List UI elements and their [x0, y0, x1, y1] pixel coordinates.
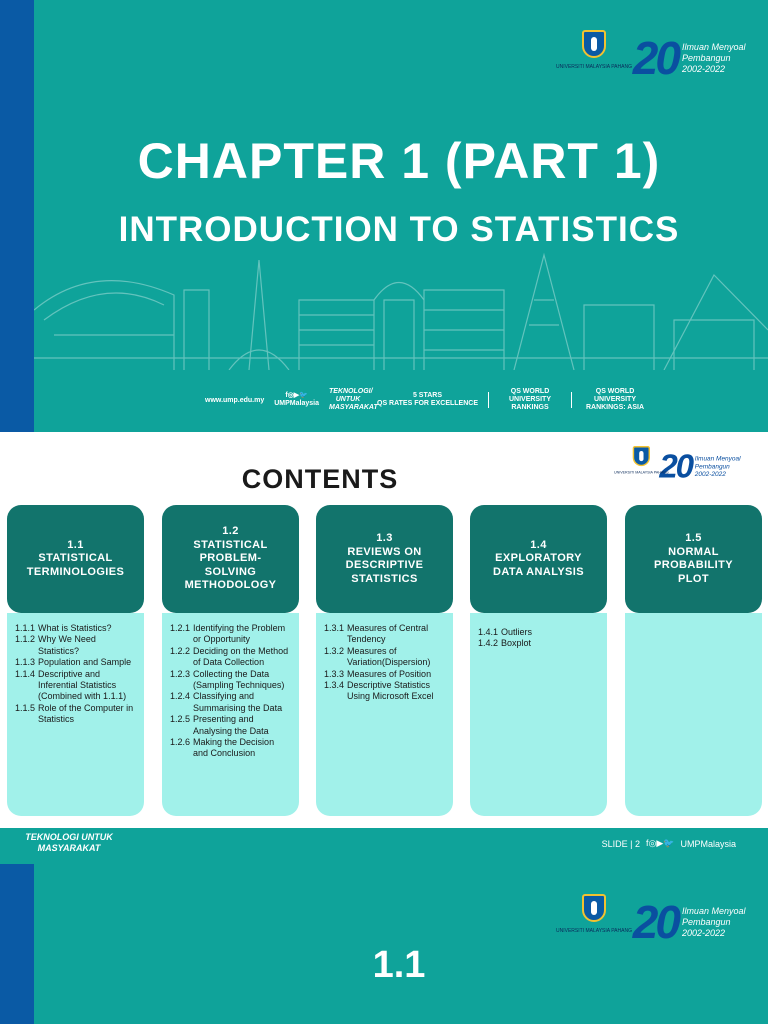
ump-shield-icon — [582, 894, 606, 922]
section-1-3-card[interactable] — [316, 505, 453, 702]
stars-title: 5 STARS — [412, 392, 443, 399]
footer-motto: TEKNOLOGI UNTUK MASYARAKAT — [25, 832, 113, 853]
topic-item: 1.2.1 Identifying the Problem or Opportunity — [170, 623, 286, 645]
anniversary-years: 2002-2022 — [681, 927, 725, 938]
topic-item: 1.1.4 Descriptive and Inferential Statistics (Combined with 1.1.1) — [15, 668, 127, 702]
section-title-slide — [0, 864, 768, 1024]
anniversary-years: 2002-2022 — [694, 470, 726, 478]
ump-logo — [556, 894, 632, 950]
topic-item: 1.2.2 Deciding on the Method of Data Collection — [170, 645, 289, 668]
title-slide — [0, 0, 768, 432]
topic-item: 1.1.1 What is Statistics? — [15, 623, 112, 633]
ump-shield-icon — [582, 30, 606, 58]
divider — [571, 392, 572, 408]
contents-title: CONTENTS — [241, 464, 399, 494]
motto: TEKNOLOGI/ UNTUK MASYARAKAT — [329, 388, 378, 411]
header-logos — [556, 894, 768, 950]
qs-asia-ranking: QS WORLD UNIVERSITY RANKINGS: ASIA — [585, 388, 645, 411]
website-link[interactable]: www.ump.edu.my — [205, 396, 265, 404]
anniversary-number: 20 — [659, 447, 692, 485]
anniversary-script: Ilmuan Menyoal Pembangun — [694, 454, 741, 470]
topic-item: 1.2.5 Presenting and Analysing the Data — [170, 714, 269, 736]
section-topics — [162, 613, 299, 816]
anniversary-20-logo — [633, 31, 768, 85]
topic-item: 1.2.3 Collecting the Data (Sampling Techniques) — [170, 668, 285, 691]
stars-subtitle: QS RATES FOR EXCELLENCE — [377, 400, 478, 407]
ump-logo-text: UNIVERSITI MALAYSIA PAHANG — [614, 470, 669, 475]
topic-item: 1.3.4 Descriptive Statistics Using Microsoft Excel — [324, 680, 434, 702]
anniversary-number: 20 — [632, 896, 678, 948]
topic-item: 1.1.2 Why We Need Statistics? — [15, 634, 96, 656]
section-heading: 1.2 STATISTICAL PROBLEM- SOLVING METHODOLOGY — [162, 505, 299, 613]
section-heading: 1.4 EXPLORATORY DATA ANALYSIS — [470, 505, 607, 613]
ump-shield-icon — [633, 446, 650, 466]
topic-item: 1.3.1 Measures of Central Tendency — [324, 623, 429, 645]
campus-skyline-illustration — [34, 240, 768, 370]
divider — [488, 392, 489, 408]
section-topics — [625, 613, 762, 816]
topic-item: 1.1.5 Role of the Computer in Statistics — [15, 702, 134, 725]
contents-footer-bar — [0, 828, 768, 864]
ump-logo — [614, 446, 669, 486]
topic-item: 1.2.4 Classifying and Summarising the Data — [170, 691, 283, 713]
section-heading: 1.1 STATISTICAL TERMINOLOGIES — [7, 505, 144, 613]
title-slide-footer — [205, 388, 648, 412]
section-1-2-card[interactable] — [162, 505, 299, 759]
ump-logo — [556, 30, 632, 86]
topic-item: 1.2.6 Making the Decision and Conclusion — [170, 737, 275, 759]
section-1-4-card[interactable] — [470, 505, 607, 649]
section-number-title: 1.1 — [372, 944, 426, 986]
header-logos — [556, 30, 768, 86]
anniversary-script: Ilmuan Menyoal Pembangun — [681, 905, 746, 927]
contents-logos — [614, 446, 745, 486]
social-handle: UMPMalaysia — [680, 838, 736, 849]
topic-item: 1.4.1 Outliers — [478, 627, 533, 637]
section-1-5-card[interactable] — [625, 505, 762, 613]
social-handle: UMPMalaysia — [274, 400, 319, 407]
topic-item: 1.3.2 Measures of Variation(Dispersion) — [324, 645, 431, 668]
section-topics — [316, 613, 453, 816]
ump-logo-text: UNIVERSITI MALAYSIA PAHANG — [556, 64, 632, 70]
topic-item: 1.1.3 Population and Sample — [15, 657, 132, 668]
topic-item: 1.4.2 Boxplot — [478, 638, 532, 649]
section-topics — [7, 613, 144, 816]
social-icons[interactable]: f◎▶🐦 — [646, 838, 675, 848]
anniversary-script: Ilmuan Menyoal Pembangun — [681, 41, 746, 63]
section-heading: 1.3 REVIEWS ON DESCRIPTIVE STATISTICS — [316, 505, 453, 613]
chapter-title: CHAPTER 1 (PART 1) — [137, 133, 661, 189]
section-1-1-card[interactable] — [7, 505, 144, 725]
section-topics — [470, 613, 607, 816]
section-heading: 1.5 NORMAL PROBABILITY PLOT — [625, 505, 762, 613]
qs-world-ranking: QS WORLD UNIVERSITY RANKINGS — [508, 388, 551, 411]
topic-item: 1.3.3 Measures of Position — [324, 668, 432, 679]
anniversary-years: 2002-2022 — [681, 63, 725, 74]
ump-logo-text: UNIVERSITI MALAYSIA PAHANG — [556, 928, 632, 934]
anniversary-20-logo — [659, 447, 744, 486]
chapter-subtitle: INTRODUCTION TO STATISTICS — [118, 210, 680, 249]
anniversary-number: 20 — [632, 32, 678, 84]
anniversary-20-logo — [633, 895, 768, 949]
slide-number: SLIDE | 2 — [601, 838, 640, 849]
social-icons[interactable]: f◎▶🐦 — [285, 392, 308, 399]
contents-slide — [0, 432, 768, 864]
